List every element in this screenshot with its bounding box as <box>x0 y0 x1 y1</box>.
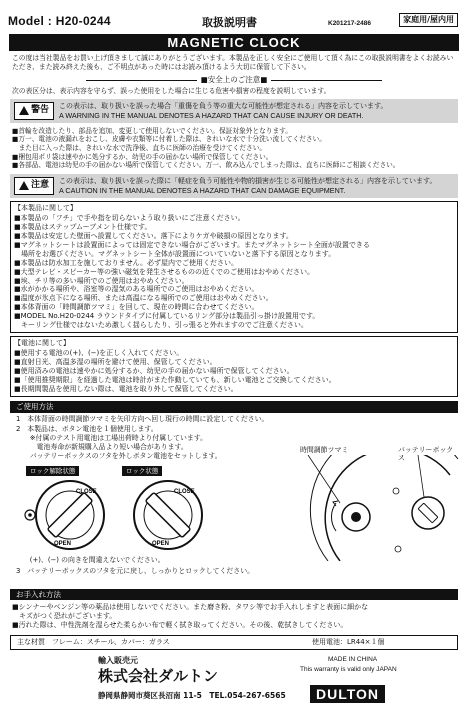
usage-step-1: 1 本体背面の時間調節ツマミを矢印方向へ回し現行の時間に設定してください。 <box>16 414 269 423</box>
battery-cover-unlocked-diagram <box>24 475 116 555</box>
list-item: ■温度が氷点下になる場所、または高温になる場所でのご使用はおやめください。 <box>14 294 273 303</box>
list-item: キーリング仕様ではないため激しく揺らしたり、引っ張ると外れますのでご注意ください。 <box>14 321 308 330</box>
warning-box <box>10 99 458 123</box>
battery-section <box>10 336 458 397</box>
warning-text <box>59 102 387 120</box>
list-item: ■大型テレビ・スピーカー等の強い磁気を発生させるものの近くでのご使用はおやめください。 <box>14 267 315 276</box>
title-banner: MAGNETIC CLOCK <box>9 34 459 51</box>
footer <box>10 654 458 707</box>
dulton-logo: DULTON <box>310 685 385 703</box>
caution-text <box>59 177 436 195</box>
list-item: ■梱包用ポリ袋は速やかに処分するか、幼児の手の届かない場所で保管してください。 <box>12 152 273 161</box>
battery-box-label: バッテリーボックス <box>398 445 454 463</box>
lock-label: ロック状態 <box>122 466 162 476</box>
list-item: ■本体背面の「時間調節ツマミ」を回して、現在の時間に合わせてください。 <box>14 303 259 312</box>
use-badge: 家庭用/屋内用 <box>399 13 458 27</box>
list-item: ■使用済みの電池は速やかに処分するか、幼児の手の届かない場所で保管してください。 <box>14 367 294 376</box>
list-item: 場所をお選びください。マグネットシート全体が設置面についていないと落下する原因となります。 <box>14 249 336 258</box>
clock-back-diagram <box>300 455 460 561</box>
list-item: ■汚れた際は、中性洗剤を湿らせた柔らかい布で軽く拭き取ってください。その後、乾拭きしてください。 <box>12 621 348 630</box>
list-item: ■直射日光、高温多湿の場所を避けて使用、保管してください。 <box>14 358 217 367</box>
list-item: キズがつく恐れがございます。 <box>12 612 117 621</box>
caution-label: 注意 <box>31 180 50 191</box>
warning-label: 警告 <box>31 104 50 115</box>
list-item: ■各部品、電池は幼児の手の届かない場所で保管してください。万一、飲み込んでしまった際は、直ちに医師にご相談ください。 <box>12 161 400 170</box>
list-item: ■万一、電池の液漏れをおこし、皮膚や衣類等に付着した際は、きれいな水で十分洗い流してください。 <box>12 135 326 144</box>
list-item: ■水がかかる場所や、浴室等の湿気のある場所でのご使用はおやめください。 <box>14 285 259 294</box>
caution-en: A CAUTION IN THE MANUAL DENOTES A HAZARD THAT CAN DAMAGE EQUIPMENT. <box>59 185 346 195</box>
model-number: Model : H20-0244 <box>8 14 111 28</box>
usage-heading: ご使用方法 <box>10 401 458 413</box>
warning-en: A WARNING IN THE MANUAL DENOTES A HAZARD THAT CAN CAUSE INJURY OR DEATH. <box>59 110 364 120</box>
care-list <box>6 602 462 631</box>
usage-step-2: 2 本製品は、ボタン電池を１個使用します。 <box>16 424 158 433</box>
open-text: OPEN <box>54 540 72 547</box>
safety-heading <box>6 75 462 85</box>
document-code: K201217-2486 <box>328 20 372 27</box>
warranty-note: This warranty is valid only JAPAN <box>300 665 397 673</box>
intro-text: この度は当社製品をお買い上げ頂きまして誠にありがとうございます。本製品を正しく安全にご使用して頂く為にこの取扱説明書をよくお読みいただき、また読み終えた後も、ご不明点があった時にはお読み頂けるよう大切に保管して下さい。 <box>12 54 454 71</box>
list-item: ■長期間製品を使用しない際は、電池を取り外して保管してください。 <box>14 385 238 393</box>
care-heading: お手入れ方法 <box>10 589 458 601</box>
warning-list <box>6 126 462 171</box>
time-knob-label: 時間調節ツマミ <box>300 445 349 454</box>
header <box>6 6 462 34</box>
list-item: ■MODEL No.H20-0244 ラウンドタイプに付属しているリング部分は製品引っ掛け設置用です。 <box>14 312 320 321</box>
list-item: ■首輪を改造したり、部品を追加、変更して使用しないでください。保証対象外となります。 <box>12 126 292 135</box>
battery-heading: 【電池に関して】 <box>14 339 70 348</box>
usage-section <box>10 415 458 585</box>
list-item: ■本製品はステップムーブメント仕様です。 <box>14 222 152 231</box>
list-item: ■本製品は防水加工を施しておりません。必ず屋内でご使用ください。 <box>14 258 239 267</box>
close-text: CLOSE <box>174 488 195 495</box>
made-in-label: MADE IN CHINA <box>328 655 378 663</box>
usage-step-2-note: ※付属のテスト用電池は工場出荷時より付属しています。 <box>16 433 207 442</box>
product-heading: 【本製品に関して】 <box>14 203 77 212</box>
caution-badge <box>14 177 54 195</box>
warning-jp: この表示は、取り扱いを誤った場合「重傷を負う等の重大な可能性が想定される」内容を示しています。 <box>59 101 388 110</box>
usage-step-2-note: バッテリーボックスのフタを外しボタン電池をセットします。 <box>16 451 222 460</box>
product-section <box>10 201 458 333</box>
list-item: ■本製品の「フチ」で手や指を切らないよう取り扱いにご注意ください。 <box>14 213 245 222</box>
company-address: 静岡県静岡市葵区長沼南 11-5 TEL.054-267-6565 <box>98 690 286 700</box>
list-item: ■埃、チリ等の多い場所でのご使用はおやめください。 <box>14 276 189 285</box>
unlock-label: ロック解除状態 <box>26 466 79 476</box>
safety-heading-text: ■安全上のご注意■ <box>197 75 272 84</box>
usage-step-2-polarity: (+)、(−) の向きを間違えないでください。 <box>16 555 165 564</box>
usage-step-2-note: 電池寿命が新規購入品より短い場合があります。 <box>16 442 188 451</box>
caution-box <box>10 174 458 198</box>
importer-label: 輸入販売元 <box>98 655 138 665</box>
spec-materials: 主な材質 フレーム：スチール、カバー：ガラス <box>17 638 170 646</box>
warning-badge <box>14 102 54 120</box>
list-item: ■シンナーやベンジン等の薬品は使用しないでください。また磨き粉、タワシ等でお手入れしますと表面に細かな <box>12 603 369 612</box>
spec-battery: 使用電池：LR44×１個 <box>312 638 385 646</box>
list-item: また目に入った際は、きれいな水で洗浄後、直ちに医師の治療を受けてください。 <box>12 143 267 152</box>
caution-jp: この表示は、取り扱いを誤った際に「軽症を負う可能性や物的損害が生じる可能性が想定される」内容を示しています。 <box>59 176 437 185</box>
spec-box <box>10 635 458 650</box>
open-text: OPEN <box>152 540 170 547</box>
warning-triangle-icon <box>19 106 29 115</box>
list-item: ■マグネットシートは設置面によっては固定できない場合がございます。またマグネットシート全面が設置できる <box>14 240 370 249</box>
usage-step-3: 3 バッテリーボックスのフタを元に戻し、しっかりとロックしてください。 <box>16 566 254 575</box>
manual-title: 取扱説明書 <box>202 16 257 29</box>
list-item: ■本製品は安定した壁面へ設置してください。落下によりケガや破損の原因となります。 <box>14 231 293 240</box>
company-name: 株式会社ダルトン <box>98 666 219 685</box>
battery-cover-locked-diagram <box>122 475 214 555</box>
close-text: CLOSE <box>76 488 97 495</box>
safety-intro: 次の表区分は、表示内容を守らず、誤った使用をした場合に生じる危害や損害の程度を説明しています。 <box>12 86 331 95</box>
list-item: ■使用する電池の(+)、(−)を正しく入れてください。 <box>14 349 184 358</box>
caution-triangle-icon <box>19 181 29 190</box>
list-item: ■「使用推奨期限」を経過した電池は時計がまた作動していても、新しい電池とご交換してください。 <box>14 376 336 385</box>
